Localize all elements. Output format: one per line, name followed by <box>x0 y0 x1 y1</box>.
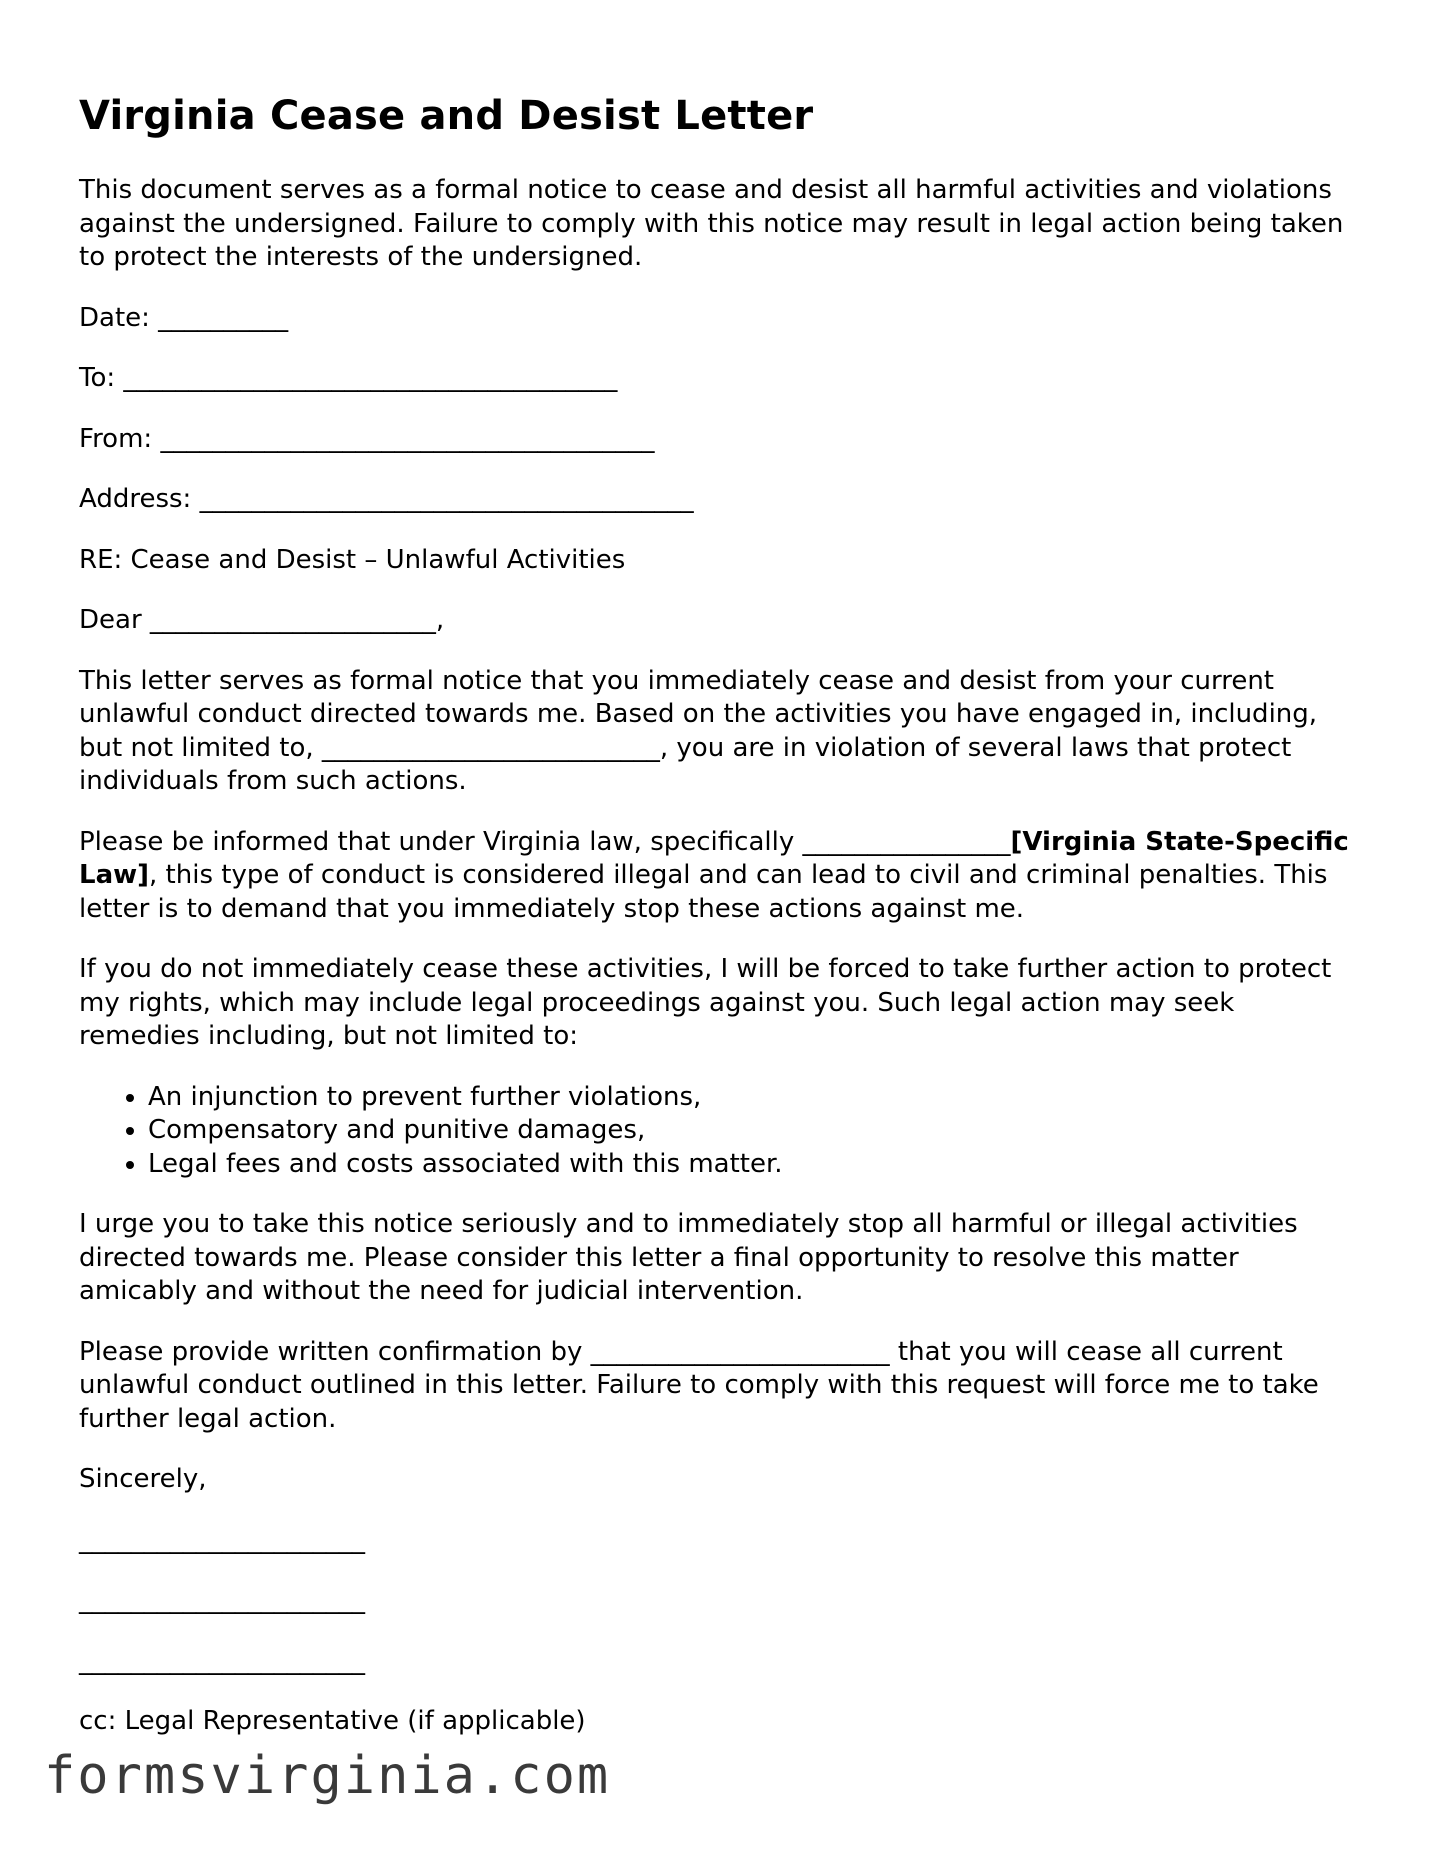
list-item: • Compensatory and punitive damages, <box>148 1114 1359 1148</box>
notice-paragraph-after: , you are in violation of several laws that protect individuals from such actions. <box>79 732 1292 796</box>
date-blank[interactable]: __________ <box>158 302 289 333</box>
confirmation-date-blank[interactable]: _______________________ <box>590 1336 890 1367</box>
closing: Sincerely, <box>79 1464 207 1494</box>
address-blank[interactable]: ______________________________________ <box>199 484 694 514</box>
date-label: Date: <box>79 302 150 333</box>
salutation-suffix: , <box>435 605 445 635</box>
to-field <box>79 362 1359 396</box>
notice-paragraph <box>79 665 1359 799</box>
salutation-prefix: Dear <box>79 605 142 635</box>
address-label: Address: <box>79 484 192 514</box>
confirmation-before: Please provide written confirmation by <box>79 1336 583 1367</box>
salutation-blank[interactable]: ______________________ <box>149 605 436 635</box>
signature-line[interactable]: ______________________ <box>79 1645 365 1676</box>
law-blank[interactable]: ________________ <box>802 826 1011 857</box>
re-line: RE: Cease and Desist – Unlawful Activities <box>79 544 626 575</box>
confirmation-paragraph <box>79 1336 1359 1437</box>
from-field <box>79 423 1359 457</box>
list-item: • Legal fees and costs associated with this matter. <box>148 1148 1359 1182</box>
page-title: Virginia Cease and Desist Letter <box>79 93 814 139</box>
signature-line[interactable]: ______________________ <box>79 1585 365 1615</box>
notice-paragraph-before: This letter serves as formal notice that you immediately cease and desist from your current unlawful conduct directed towards me. Based on the activities you have engaged in, including, but not limited to, <box>79 665 1318 763</box>
law-paragraph-before: Please be informed that under Virginia law, specifically <box>79 826 795 857</box>
cc-line: cc: Legal Representative (if applicable) <box>79 1706 586 1736</box>
activities-blank[interactable]: __________________________ <box>321 732 660 763</box>
signature-line[interactable]: ______________________ <box>79 1524 365 1555</box>
confirmation-after: that you will cease all current unlawful conduct outlined in this letter. Failure to comply with this request will force me to take further legal action. <box>79 1336 1319 1434</box>
from-label: From: <box>79 423 153 454</box>
letter-page <box>79 92 1359 1739</box>
from-blank[interactable]: ______________________________________ <box>160 423 655 454</box>
to-blank[interactable]: ______________________________________ <box>123 363 618 393</box>
remedies-list <box>79 1081 1359 1182</box>
to-label: To: <box>79 363 116 393</box>
law-paragraph <box>79 826 1359 927</box>
intro-paragraph: This document serves as a formal notice to cease and desist all harmful activities and violations against the undersigned. Failure to comply with this notice may result in legal action being taken to protect the interests of the undersigned. <box>79 175 1344 272</box>
salutation <box>79 604 1359 638</box>
address-field <box>79 483 1359 517</box>
watermark: formsvirginia.com <box>44 1746 611 1806</box>
urge-paragraph: I urge you to take this notice seriously and to immediately stop all harmful or illegal activities directed towards me. Please consider this letter a final opportunity to resolve this matter amicably and without the need for judicial intervention. <box>79 1209 1298 1306</box>
action-paragraph: If you do not immediately cease these activities, I will be forced to take further action to protect my rights, which may include legal proceedings against you. Such legal action may seek remedies including, but not limited to: <box>79 954 1332 1051</box>
law-paragraph-after: , this type of conduct is considered illegal and can lead to civil and criminal penalties. This letter is to demand that you immediately stop these actions against me. <box>79 860 1328 924</box>
state-law-placeholder: [Virginia State-Specific Law] <box>79 826 1349 890</box>
list-item: • An injunction to prevent further violations, <box>148 1081 1359 1115</box>
date-field <box>79 302 1359 336</box>
